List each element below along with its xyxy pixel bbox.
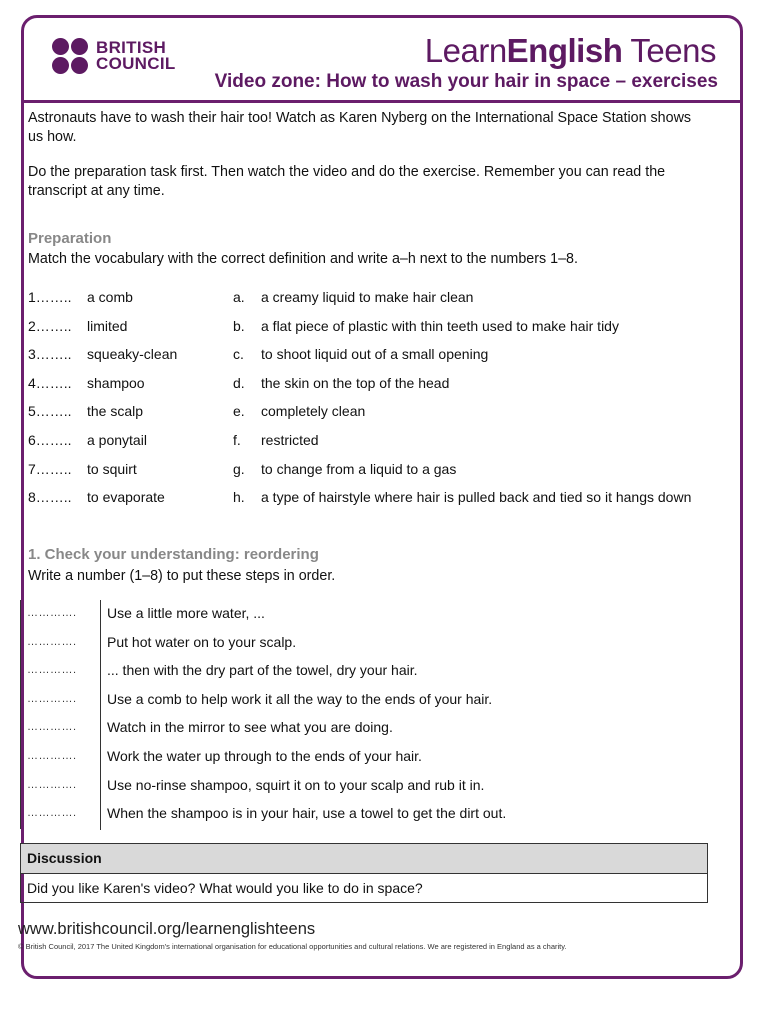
preparation-instruction: Match the vocabulary with the correct definition and write a–h next to the numbers 1–8. xyxy=(28,251,578,267)
logo-english: English xyxy=(506,32,623,69)
definition-text: a flat piece of plastic with thin teeth used to make hair tidy xyxy=(261,317,619,334)
logo-line-1: BRITISH xyxy=(96,38,167,57)
definition-text: restricted xyxy=(261,431,319,448)
intro-paragraph-1: Astronauts have to wash their hair too! Watch as Karen Nyberg on the International Space Station shows us how. xyxy=(28,110,692,145)
definition-text: a creamy liquid to make hair clean xyxy=(261,289,474,305)
vocab-number-blank[interactable]: 6…….. xyxy=(28,431,72,448)
definition-letter: a. xyxy=(233,289,245,305)
discussion-title: Discussion xyxy=(21,844,707,874)
step-number-blank[interactable]: …………. xyxy=(27,749,77,762)
vocab-word: to evaporate xyxy=(87,489,165,506)
definition-text: the skin on the top of the head xyxy=(261,374,450,391)
logo-line-2: COUNCIL xyxy=(96,54,176,73)
vocab-number-blank[interactable]: 4…….. xyxy=(28,374,72,391)
footer-copyright: © British Council, 2017 The United Kingdom's international organisation for educational opportunities and cultural relations. We are registered in England as a charity. xyxy=(18,942,567,951)
definition-text: to shoot liquid out of a small opening xyxy=(261,346,489,363)
learnenglish-teens-logo xyxy=(425,32,716,70)
footer-url[interactable]: www.britishcouncil.org/learnenglishteens xyxy=(18,920,316,938)
step-number-blank[interactable]: …………. xyxy=(27,635,77,648)
definition-letter: g. xyxy=(233,460,245,477)
step-number-blank[interactable]: …………. xyxy=(27,778,77,791)
definition-letter: c. xyxy=(233,346,244,363)
step-text: When the shampoo is in your hair, use a towel to get the dirt out. xyxy=(107,805,507,822)
vocab-number-blank[interactable]: 7…….. xyxy=(28,460,72,477)
step-row xyxy=(21,657,701,686)
discussion-question: Did you like Karen's video? What would you like to do in space? xyxy=(27,880,423,896)
vocab-number-blank[interactable]: 8…….. xyxy=(28,489,72,506)
check-title: 1. Check your understanding: reordering xyxy=(28,546,319,563)
vocab-number-blank[interactable]: 1…….. xyxy=(28,289,72,305)
step-row xyxy=(21,714,701,743)
vocab-number-blank[interactable]: 5…….. xyxy=(28,403,72,420)
vocab-word: a comb xyxy=(87,289,133,305)
step-row xyxy=(21,629,701,658)
step-row xyxy=(21,600,701,629)
definition-letter: h. xyxy=(233,489,245,506)
step-row xyxy=(21,772,701,801)
definition-letter: f. xyxy=(233,431,241,448)
step-text: Work the water up through to the ends of your hair. xyxy=(107,747,422,764)
vocab-word: the scalp xyxy=(87,403,144,420)
step-number-blank[interactable]: …………. xyxy=(27,664,77,677)
definition-text: a type of hairstyle where hair is pulled back and tied so it hangs down xyxy=(261,489,692,506)
british-council-logo xyxy=(52,38,182,78)
definition-text: to change from a liquid to a gas xyxy=(261,460,457,477)
step-text: Watch in the mirror to see what you are doing. xyxy=(107,719,393,736)
step-number-blank[interactable]: …………. xyxy=(27,692,77,705)
step-text: Use a comb to help work it all the way to the ends of your hair. xyxy=(107,690,493,707)
logo-teens: Teens xyxy=(622,32,716,69)
vocab-word: squeaky-clean xyxy=(87,346,178,363)
vocab-number-blank[interactable]: 3…….. xyxy=(28,346,72,363)
step-number-blank[interactable]: …………. xyxy=(27,807,77,820)
vocab-number-blank[interactable]: 2…….. xyxy=(28,317,72,334)
step-text: ... then with the dry part of the towel, dry your hair. xyxy=(107,662,418,679)
logo-dots-icon xyxy=(52,38,92,78)
definition-letter: d. xyxy=(233,374,245,391)
definition-letter: e. xyxy=(233,403,245,420)
check-instruction: Write a number (1–8) to put these steps in order. xyxy=(28,568,336,584)
vocab-word: to squirt xyxy=(87,460,137,477)
step-number-blank[interactable]: …………. xyxy=(27,721,77,734)
step-number-blank[interactable]: …………. xyxy=(27,607,77,619)
vocab-word: a ponytail xyxy=(87,431,147,448)
step-row xyxy=(21,800,701,829)
logo-text xyxy=(96,40,176,72)
reorder-table xyxy=(20,600,701,829)
step-text: Put hot water on to your scalp. xyxy=(107,633,297,650)
discussion-box xyxy=(20,843,708,903)
page-title: Video zone: How to wash your hair in space – exercises xyxy=(214,71,718,92)
preparation-title: Preparation xyxy=(28,230,112,247)
step-row xyxy=(21,686,701,715)
step-row xyxy=(21,743,701,772)
definition-letter: b. xyxy=(233,317,245,334)
vocab-word: shampoo xyxy=(87,374,145,391)
step-text: Use no-rinse shampoo, squirt it on to your scalp and rub it in. xyxy=(107,776,485,793)
header xyxy=(24,18,740,103)
step-text: Use a little more water, ... xyxy=(107,605,265,621)
intro-paragraph-2: Do the preparation task first. Then watch the video and do the exercise. Remember you can read the transcript at any time. xyxy=(28,164,666,199)
vocab-word: limited xyxy=(87,317,128,334)
definition-text: completely clean xyxy=(261,403,366,420)
logo-learn: Learn xyxy=(424,32,507,69)
